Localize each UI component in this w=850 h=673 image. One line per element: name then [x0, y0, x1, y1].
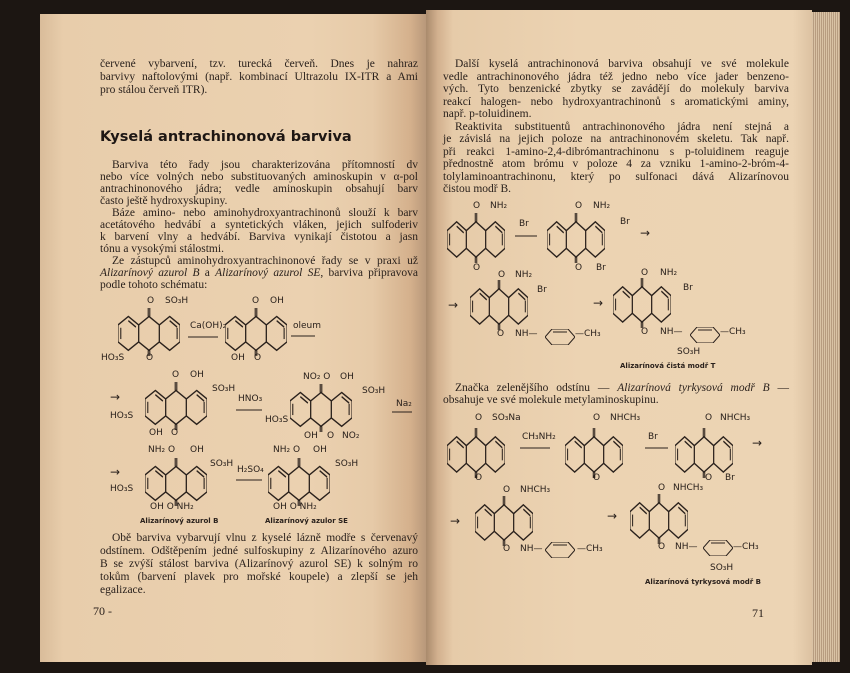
arrow-icon: →: [640, 226, 651, 240]
text-line: nebo více volných nebo substituovaných aminoskupin v α-pol: [100, 171, 418, 183]
structure-label: O: [252, 296, 260, 306]
dye-name: Alizarínová tyrkysová modř B: [617, 382, 770, 394]
structure-label: Br: [648, 432, 658, 442]
benzene-ring: [545, 329, 575, 345]
anthraquinone-structure: [565, 428, 623, 478]
structure-label: OH: [270, 296, 284, 306]
structure-label: SO₃H: [362, 386, 386, 396]
structure-label: O: [705, 473, 713, 483]
arrow-icon: →: [110, 390, 121, 404]
structure-label: O: [593, 473, 601, 483]
structure-label: Ca(OH)₂: [190, 321, 227, 331]
left-scheme-structures: [118, 308, 352, 506]
text-line: Barviva této řady jsou charakterizována přítomností dv: [112, 159, 418, 171]
structure-label: HO₃S: [101, 353, 125, 363]
structure-label: NHCH₃: [673, 483, 704, 493]
structure-label: CH₃NH₂: [522, 432, 556, 442]
structure-label: OH: [340, 372, 354, 382]
structure-label: OH: [190, 370, 204, 380]
text-line: k barvení vlny a hedvábí. Barviva vynikají čistotou a jasn: [100, 231, 418, 243]
structure-caption: Alizarínový azurol B: [140, 517, 219, 525]
text: Značka zelenějšího odstínu —: [455, 382, 618, 394]
structure-label: O: [146, 353, 154, 363]
text-line: antrachinonového jádra; vedle aminoskupin obsahují barv: [100, 183, 418, 195]
page-number: 70 -: [93, 604, 112, 618]
structure-label: HO₃S: [110, 411, 134, 421]
text-line: pro stálou červeň ITR).: [100, 84, 208, 96]
structure-label: NHCH₃: [610, 413, 641, 423]
structure-label: O: [658, 483, 666, 493]
structure-label: NH₂: [593, 201, 611, 211]
text-line: acetátového hedvábí a syntetických vláken, jejich sulfoderiv: [100, 219, 418, 231]
structure-label: oleum: [293, 321, 322, 331]
anthraquinone-structure: [613, 278, 671, 328]
text-line: Další kyselá antrachinonová barviva obsahují ve své molekule: [455, 58, 789, 70]
structure-label: OH O NH₂: [150, 502, 194, 512]
text-line: přednostně atom brómu v poloze 4 za vzniku 1-amino-2-bróm-4-: [443, 158, 789, 170]
text-line: tokům (barvení plavek pro mořské koupele) a zlepší se jeh: [100, 571, 418, 583]
structure-label: O: [498, 270, 506, 280]
anthraquinone-structure: [447, 428, 505, 478]
structure-label: OH: [190, 445, 204, 455]
structure-label: O: [327, 431, 335, 441]
structure-label: O: [172, 370, 180, 380]
anthraquinone-structure: [145, 382, 207, 430]
text-line: Ze zástupců aminohydroxyantrachinonové řady se v praxi už: [112, 255, 418, 267]
structure-caption: Alizarínový azulor SE: [265, 517, 348, 525]
structure-label: O: [658, 542, 666, 552]
structure-label: OH: [313, 445, 327, 455]
structure-label: Br: [683, 283, 693, 293]
structure-label: O: [503, 485, 511, 495]
text-line: vedle antrachinonového jádra též jedno nebo více jader benzeno-: [443, 70, 789, 83]
text-line: je závislá na jejich poloze na antrachinonovém skeletu. Tak např.: [443, 133, 789, 145]
dye-name: Alizarínový azurol B: [100, 267, 200, 279]
text-line: při reakci 1-amino-2,4-dibrómantrachinonu s p-toluidinem reaguje: [443, 145, 789, 158]
structure-label: NO₂: [342, 431, 360, 441]
dye-name: Alizarínový azurol SE: [215, 267, 321, 279]
structure-label: Br: [596, 263, 606, 273]
text-line: reakcí halogen- nebo hydroxyantrachinonů s aromatickými aminy,: [443, 95, 789, 108]
anthraquinone-structure: [118, 308, 180, 356]
structure-label: O: [575, 263, 583, 273]
right-scheme-structures: [447, 213, 733, 558]
arrow-icon: →: [448, 298, 459, 312]
structure-label: O: [593, 413, 601, 423]
text-line: egalizace.: [100, 584, 146, 596]
arrow-icon: →: [450, 514, 461, 528]
text-line: tolylaminoantrachinonu, který po sulfonaci dává Alizarínovou: [443, 170, 789, 183]
structure-label: —CH₃: [720, 327, 746, 337]
structure-label: Br: [725, 473, 735, 483]
structure-label: O: [497, 329, 505, 339]
text-line: Reaktivita substituentů antrachinonového jádra není stejná a: [455, 120, 789, 133]
structure-label: SO₃H: [210, 459, 234, 469]
structure-label: NHCH₃: [720, 413, 751, 423]
text-line: čistou modř B.: [443, 183, 512, 195]
anthraquinone-structure: [268, 458, 330, 506]
structure-label: O: [475, 473, 483, 483]
structure-label: Br: [519, 219, 529, 229]
benzene-ring: [690, 327, 720, 343]
structure-label: O: [641, 268, 649, 278]
structure-label: HNO₃: [238, 394, 263, 404]
text-line: vých. Tyto benzenické zbytky se zavádějí do molekuly barviva: [443, 83, 789, 95]
structure-label: Br: [620, 217, 630, 227]
text-line: obsahuje ve své molekule metylaminoskupinu.: [443, 394, 659, 406]
anthraquinone-structure: [475, 496, 533, 546]
anthraquinone-structure: [547, 213, 605, 263]
structure-label: Na₂: [396, 399, 412, 409]
text-line: B se zvýší stálost barviva (Alizarínový azurol SE) k solným ro: [100, 558, 418, 570]
arrow-icon: →: [110, 465, 121, 479]
structure-label: SO₃H: [165, 296, 189, 306]
text-line: Obě barviva vybarvují vlnu z kyselé lázně modře s červenavý: [112, 532, 418, 544]
text: a: [199, 267, 216, 279]
anthraquinone-structure: [675, 428, 733, 478]
structure-label: SO₃H: [335, 459, 359, 469]
arrow-icon: →: [607, 509, 618, 523]
structure-label: NH—: [675, 542, 698, 552]
structure-label: SO₃H: [710, 563, 734, 573]
structure-caption: Alizarínová čistá modř T: [620, 362, 716, 370]
anthraquinone-structure: [145, 458, 207, 506]
structure-label: SO₃Na: [492, 413, 521, 423]
page-number: 71: [752, 606, 764, 620]
structure-label: Br: [537, 285, 547, 295]
structure-label: H₂SO₄: [237, 465, 264, 475]
anthraquinone-structure: [630, 494, 688, 544]
structure-caption: Alizarínová tyrkysová modř B: [645, 578, 761, 586]
text-line: Báze amino- nebo aminohydroxyantrachinonů slouží k barv: [112, 207, 418, 219]
structure-label: SO₃H: [677, 347, 701, 357]
structure-label: HO₃S: [265, 415, 289, 425]
structure-label: —CH₃: [575, 329, 601, 339]
structure-label: NH₂ O: [148, 445, 176, 455]
structure-label: OH O NH₂: [273, 502, 317, 512]
structure-label: NHCH₃: [520, 485, 551, 495]
text-line: např. p-toluidinem.: [443, 108, 532, 120]
text-line: červené vybarvení, tzv. turecká červeň. Dnes je nahraz: [100, 58, 418, 70]
structure-label: —CH₃: [577, 544, 603, 554]
structure-label: O: [254, 353, 262, 363]
anthraquinone-structure: [447, 213, 505, 263]
structure-label: O: [475, 413, 483, 423]
structure-label: SO₃H: [212, 384, 236, 394]
structure-label: OH: [231, 353, 245, 363]
structure-label: OH: [304, 431, 318, 441]
structure-label: —CH₃: [733, 542, 759, 552]
structure-label: HO₃S: [110, 484, 134, 494]
structure-label: NH₂: [515, 270, 533, 280]
text: —: [769, 382, 790, 394]
benzene-ring: [545, 542, 575, 558]
structure-label: NH₂: [660, 268, 678, 278]
structure-label: O: [503, 544, 511, 554]
text-line: často ještě hydroxyskupiny.: [100, 195, 228, 207]
arrow-icon: →: [593, 296, 604, 310]
structure-label: NH—: [520, 544, 543, 554]
structure-label: NH—: [660, 327, 683, 337]
structure-label: OH: [149, 428, 163, 438]
structure-label: NH₂ O: [273, 445, 301, 455]
structure-label: O: [171, 428, 179, 438]
structure-label: O: [473, 201, 481, 211]
text-line: barvivy naftolovými (např. kombinací Ultrazolu IX-ITR a Ami: [100, 71, 418, 83]
structure-label: NH₂: [490, 201, 508, 211]
arrow-icon: →: [752, 436, 763, 450]
text: , barviva připravova: [320, 267, 418, 279]
anthraquinone-structure: [290, 384, 352, 432]
text-line: odstínem. Odštěpením jedné sulfoskupiny z Alizarínového azuro: [100, 545, 418, 557]
structure-label: O: [147, 296, 155, 306]
text-line: podle tohoto schématu:: [100, 279, 208, 291]
structure-label: NH—: [515, 329, 538, 339]
section-heading: Kyselá antrachinonová barviva: [100, 129, 352, 145]
benzene-ring: [703, 540, 733, 556]
structure-label: O: [575, 201, 583, 211]
anthraquinone-structure: [225, 308, 287, 356]
structure-label: NO₂ O: [303, 372, 331, 382]
anthraquinone-structure: [470, 280, 528, 330]
text-line: tónu a vysokými stálostmi.: [100, 243, 224, 255]
structure-label: O: [641, 327, 649, 337]
structure-label: O: [705, 413, 713, 423]
structure-label: O: [473, 263, 481, 273]
